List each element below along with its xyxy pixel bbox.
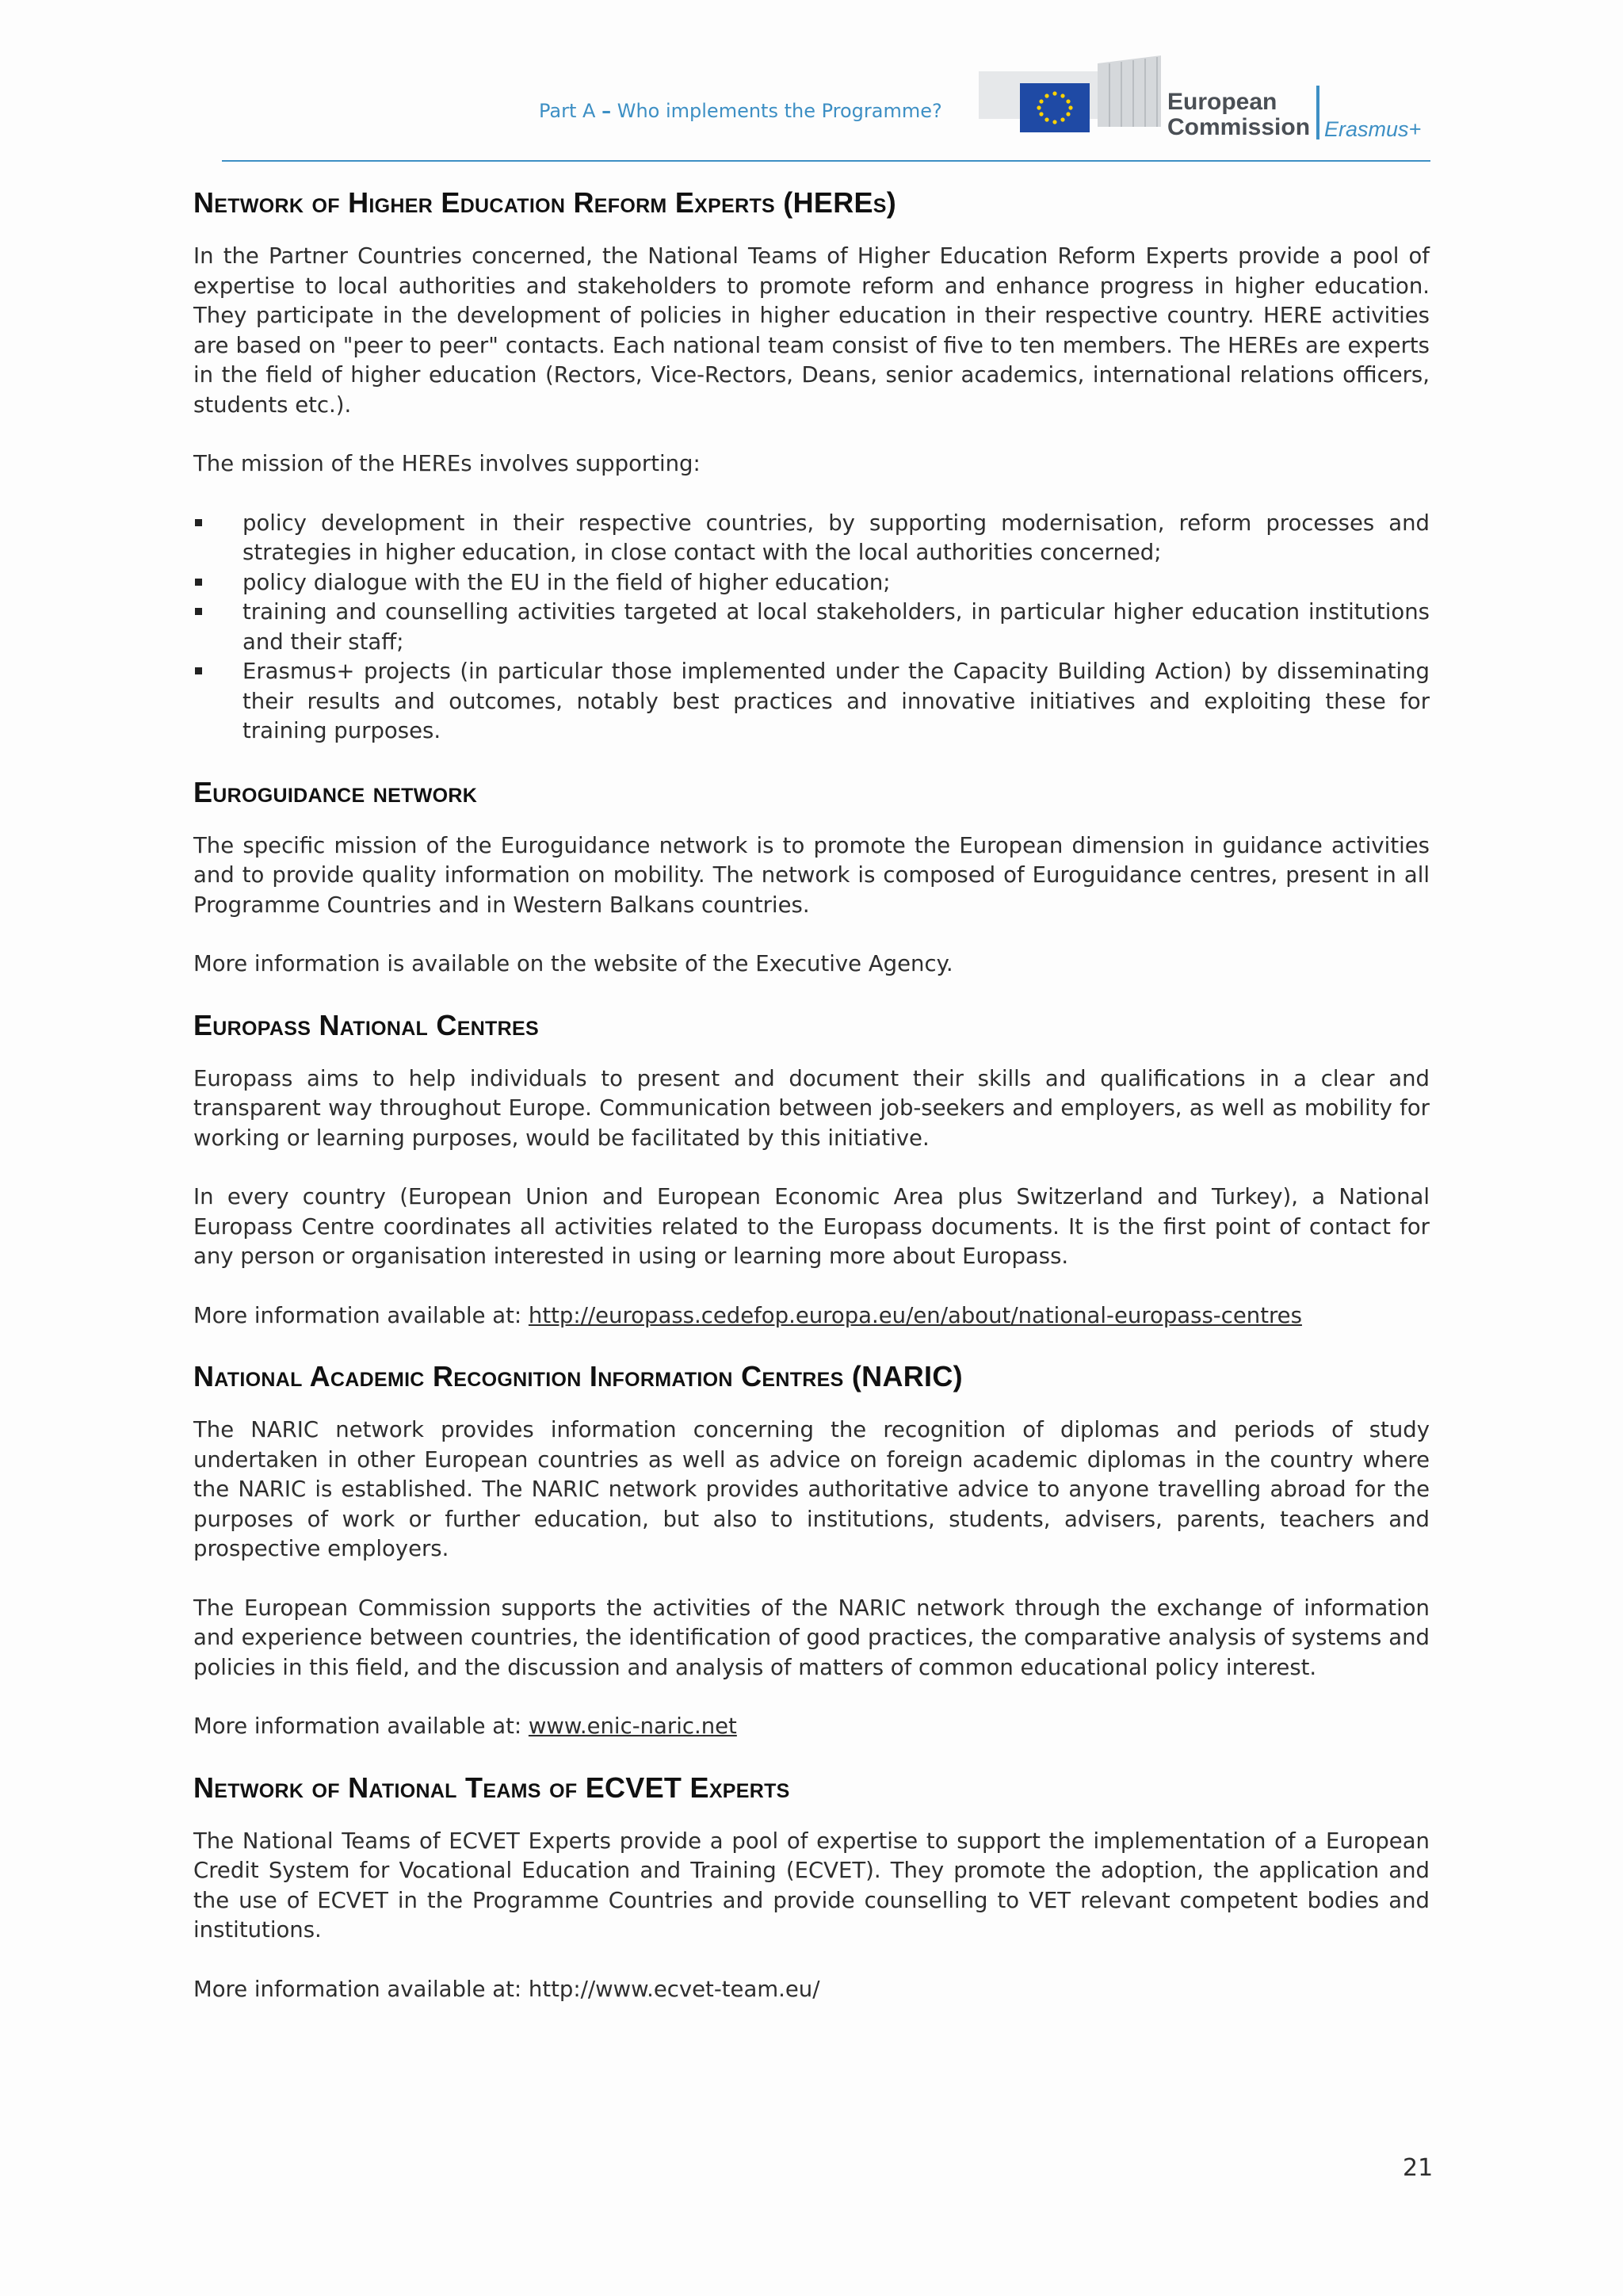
- paragraph: The National Teams of ECVET Experts provide a pool of expertise to support the implementation of a European Credit System for Vocational Education and Training (ECVET). They promote the adoption, the application and the use of ECVET in the Programme Countries and provide counselling to VET relevant competent bodies and institutions.: [193, 1828, 1430, 1943]
- section-title: Euroguidance network: [193, 775, 478, 808]
- more-info-label: More information available at:: [193, 1302, 522, 1328]
- more-info: [193, 1301, 1430, 1331]
- more-info-label: More information available at:: [193, 1713, 522, 1739]
- list-item: policy dialogue with the EU in the field of higher education;: [193, 568, 1430, 598]
- europass-link[interactable]: http://europass.cedefop.europa.eu/en/about/national-europass-centres: [528, 1302, 1302, 1328]
- paragraph: The specific mission of the Euroguidance network is to promote the European dimension in guidance activities and to provide quality information on mobility. The network is composed of Euroguidance centres, present in all Programme Countries and in Western Balkans countries.: [193, 832, 1430, 918]
- more-info-label: More information available at:: [193, 1976, 522, 2002]
- list-item: policy development in their respective countries, by supporting modernisation, reform processes and strategies in higher education, in close contact with the local authorities concerned;: [193, 509, 1430, 568]
- paragraph: In every country (European Union and European Economic Area plus Switzerland and Turkey), a National Europass Centre coordinates all activities related to the Europass documents. It is the first point of contact for any person or organisation interested in using or learning more about Europass.: [193, 1184, 1430, 1269]
- paragraph: Europass aims to help individuals to present and document their skills and qualifications in a clear and transparent way throughout Europe. Communication between job-seekers and employers, as well as mobility for working or learning purposes, would be facilitated by this initiative.: [193, 1065, 1430, 1151]
- enic-naric-link[interactable]: www.enic-naric.net: [528, 1713, 737, 1739]
- list-item: Erasmus+ projects (in particular those implemented under the Capacity Building Action) by disseminating their results and outcomes, notably best practices and innovative initiatives and exploiting these for training purposes.: [193, 657, 1430, 747]
- more-info: [193, 1712, 1430, 1742]
- main-content: [193, 178, 1430, 2034]
- paragraph: More information is available on the website of the Executive Agency.: [193, 951, 953, 976]
- header-divider: [222, 160, 1430, 162]
- logo-line1: European: [1167, 89, 1277, 115]
- section-title: National Academic Recognition Information Centres (NARIC): [193, 1360, 963, 1392]
- section-naric: [193, 1360, 1430, 1742]
- running-head-part: Part A: [539, 100, 596, 122]
- section-europass: [193, 1009, 1430, 1331]
- section-heres: [193, 186, 1430, 747]
- logo-program: Erasmus+: [1324, 117, 1422, 141]
- more-info: [193, 1975, 1430, 2005]
- section-ecvet: [193, 1771, 1430, 2005]
- running-head-title: Who implements the Programme?: [617, 100, 942, 122]
- section-title: Network of National Teams of ECVET Experts: [193, 1771, 790, 1804]
- list-item: training and counselling activities targeted at local stakeholders, in particular higher education institutions and their staff;: [193, 598, 1430, 657]
- eu-flag-icon: [1020, 83, 1090, 132]
- section-title: Network of Higher Education Reform Experts (HEREs): [193, 186, 897, 219]
- section-euroguidance: [193, 776, 1430, 980]
- bullet-list: [193, 509, 1430, 747]
- running-head: [539, 100, 942, 122]
- european-commission-erasmus-logo: [979, 48, 1430, 143]
- section-title: Europass National Centres: [193, 1008, 539, 1041]
- paragraph: The NARIC network provides information concerning the recognition of diplomas and periods of study undertaken in other European countries as well as advice on foreign academic diplomas in the country where the NARIC is established. The NARIC network provides authoritative advice to anyone travelling abroad for the purposes of work or further education, but also to institutions, students, advisers, parents, teachers and prospective employers.: [193, 1417, 1430, 1561]
- page-number: 21: [1403, 2154, 1434, 2182]
- running-head-dash: –: [601, 100, 612, 122]
- logo-line2: Commission: [1167, 114, 1311, 140]
- paragraph: The European Commission supports the activities of the NARIC network through the exchange of information and experience between countries, the identification of good practices, the comparative analysis of systems and policies in this field, and the discussion and analysis of matters of common educational policy interest.: [193, 1595, 1430, 1680]
- ecvet-url-text: http://www.ecvet-team.eu/: [528, 1976, 820, 2002]
- paragraph: In the Partner Countries concerned, the National Teams of Higher Education Reform Experts provide a pool of expertise to local authorities and stakeholders to promote reform and enhance progress in higher education. They participate in the development of policies in higher education in their respective country. HERE activities are based on "peer to peer" contacts. Each national team consist of five to ten members. The HEREs are experts in the field of higher education (Rectors, Vice-Rectors, Deans, senior academics, international relations officers, students etc.).: [193, 243, 1430, 418]
- paragraph: The mission of the HEREs involves supporting:: [193, 451, 701, 476]
